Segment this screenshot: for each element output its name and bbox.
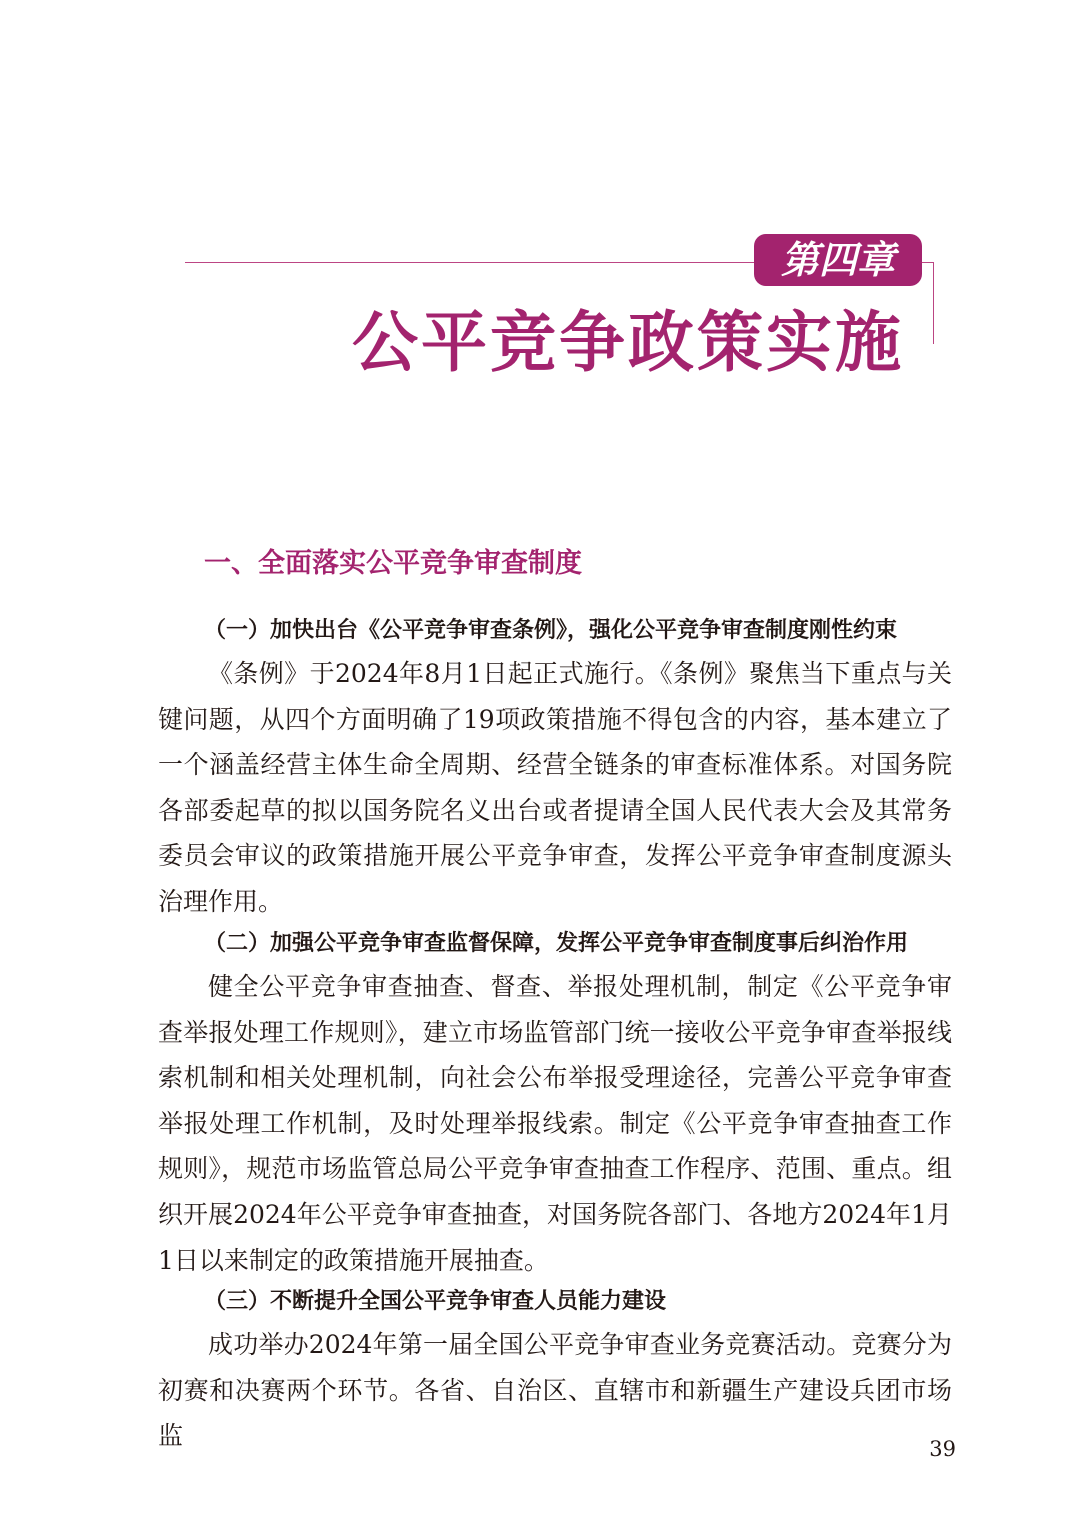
chapter-title: 公平竞争政策实施 [352,304,904,381]
subsection-heading: （二）加强公平竞争审查监督保障，发挥公平竞争审查制度事后纠治作用 [204,931,909,956]
body-paragraph: 《条例》于2024年8月1日起正式施行。《条例》聚焦当下重点与关键问题，从四个方面明确了19项政策措施不得包含的内容，基本建立了一个涵盖经营主体生命全周期、经营全链条的审查标准体系。对国务院各部委起草的拟以国务院名义出台或者提请全国人民代表大会及其常务委员会审议的政策措施开展公平竞争审查，发挥公平竞争审查制度源头治理作用。 [158,659,952,916]
subsection-heading: （三）不断提升全国公平竞争审查人员能力建设 [204,1289,667,1314]
subsection-2 [158,924,952,1283]
chapter-bracket-line [920,262,934,344]
subsection-heading: （一）加快出台《公平竞争审查条例》，强化公平竞争审查制度刚性约束 [204,618,898,643]
body-paragraph: 健全公平竞争审查抽查、督查、举报处理机制，制定《公平竞争审查举报处理工作规则》，建立市场监管部门统一接收公平竞争审查举报线索机制和相关处理机制，向社会公布举报受理途径，完善公平竞争审查举报处理工作机制，及时处理举报线索。制定《公平竞争审查抽查工作规则》，规范市场监管总局公平竞争审查抽查工作程序、范围、重点。组织开展2024年公平竞争审查抽查，对国务院各部门、各地方2024年1月1日以来制定的政策措施开展抽查。 [158,972,952,1275]
page-number: 39 [929,1437,956,1461]
chapter-label-badge: 第四章 [754,234,922,286]
subsection-1 [158,611,952,925]
chapter-rule-line [185,262,758,263]
subsection-3 [158,1282,952,1459]
body-paragraph: 成功举办2024年第一届全国公平竞争审查业务竞赛活动。竞赛分为初赛和决赛两个环节。各省、自治区、直辖市和新疆生产建设兵团市场监 [158,1330,952,1451]
section-heading: 一、全面落实公平竞争审查制度 [204,548,582,579]
